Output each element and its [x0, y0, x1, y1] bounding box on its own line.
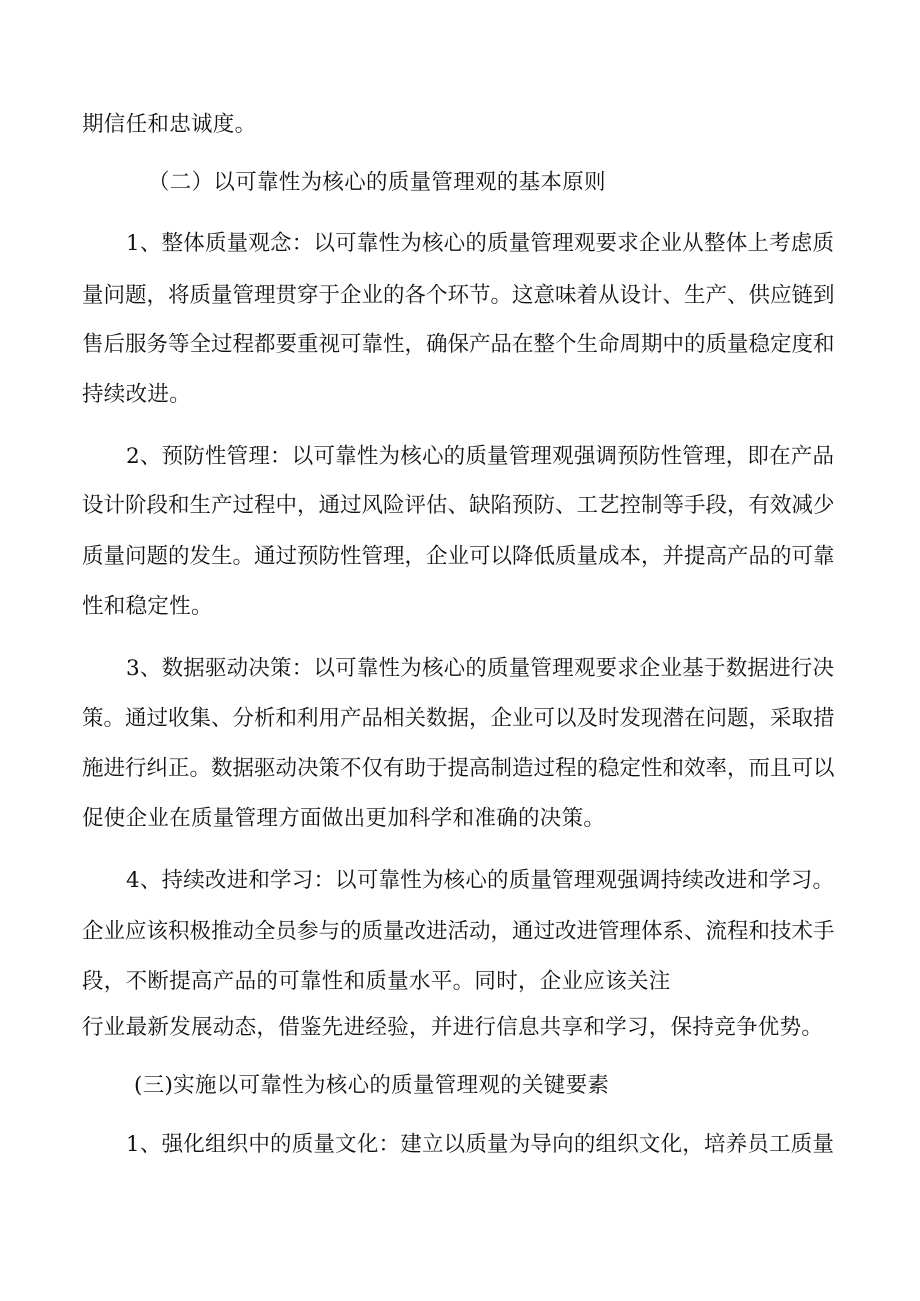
- paragraph-line: 1、整体质量观念：以可靠性为核心的质量管理观要求企业从整体上考虑质: [126, 231, 834, 256]
- paragraph-line: 促使企业在质量管理方面做出更加科学和准确的决策。: [82, 806, 606, 831]
- paragraph-line: 3、数据驱动决策：以可靠性为核心的质量管理观要求企业基于数据进行决: [126, 656, 834, 681]
- paragraph-line: 企业应该积极推动全员参与的质量改进活动，通过改进管理体系、流程和技术手: [82, 919, 835, 944]
- paragraph-line: 设计阶段和生产过程中，通过风险评估、缺陷预防、工艺控制等手段，有效减少: [82, 493, 835, 518]
- paragraph-line: 行业最新发展动态，借鉴先进经验，并进行信息共享和学习，保持竞争优势。: [82, 1015, 824, 1040]
- paragraph-line: 量问题，将质量管理贯穿于企业的各个环节。这意味着从设计、生产、供应链到: [82, 283, 835, 308]
- section-heading: （二）以可靠性为核心的质量管理观的基本原则: [148, 170, 606, 195]
- paragraph-line: 持续改进。: [82, 382, 192, 407]
- paragraph-line: 策。通过收集、分析和利用产品相关数据，企业可以及时发现潜在问题，采取措: [82, 706, 835, 731]
- paragraph-line: 售后服务等全过程都要重视可靠性，确保产品在整个生命周期中的质量稳定度和: [82, 332, 835, 357]
- paragraph-line: 2、预防性管理：以可靠性为核心的质量管理观强调预防性管理，即在产品: [126, 444, 834, 469]
- paragraph-line: 性和稳定性。: [82, 594, 213, 619]
- paragraph-line: 期信任和忠诚度。: [82, 112, 257, 137]
- paragraph-line: 施进行纠正。数据驱动决策不仅有助于提高制造过程的稳定性和效率，而且可以: [82, 756, 835, 781]
- section-heading: (三)实施以可靠性为核心的质量管理观的关键要素: [134, 1073, 610, 1098]
- paragraph-line: 1、强化组织中的质量文化：建立以质量为导向的组织文化，培养员工质量: [126, 1132, 834, 1157]
- paragraph-line: 质量问题的发生。通过预防性管理，企业可以降低质量成本，并提高产品的可靠: [82, 544, 835, 569]
- paragraph-line: 4、持续改进和学习：以可靠性为核心的质量管理观强调持续改进和学习。: [126, 868, 834, 893]
- paragraph-line: 段，不断提高产品的可靠性和质量水平。同时，企业应该关注: [82, 969, 671, 994]
